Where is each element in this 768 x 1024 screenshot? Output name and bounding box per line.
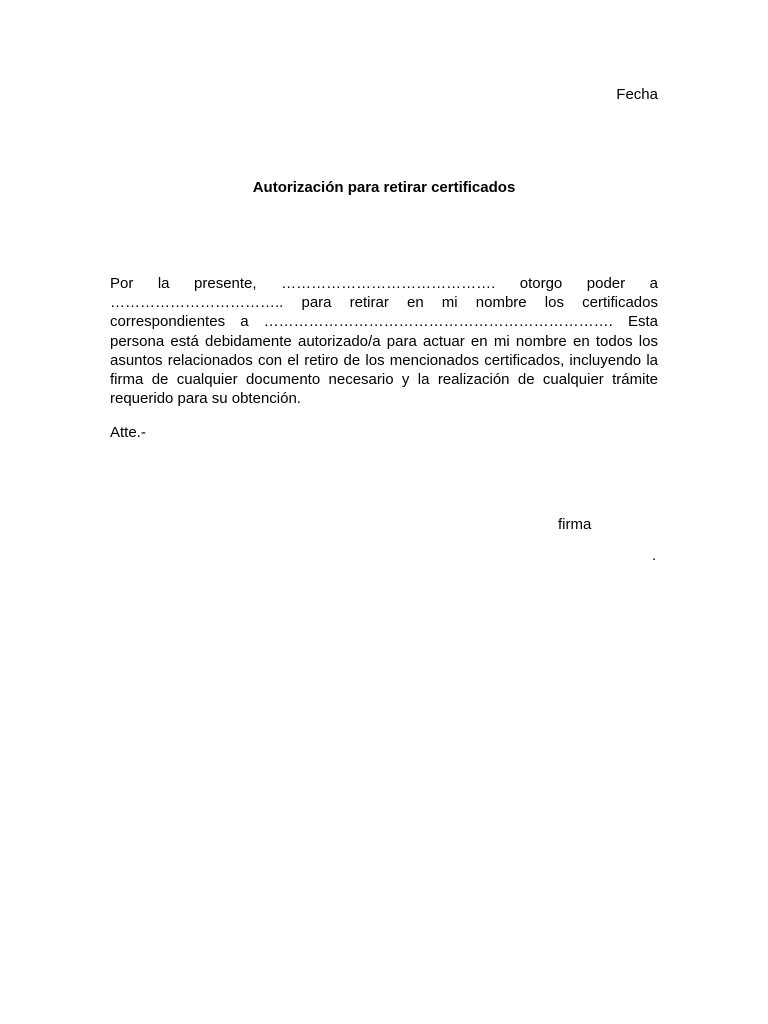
signature-label: firma	[558, 516, 592, 533]
document-title: Autorización para retirar certificados	[252, 179, 516, 196]
trailing-mark: .	[652, 547, 657, 564]
date-label: Fecha	[616, 86, 658, 103]
authorization-paragraph: Por la presente, ……………………………………. otorgo poder a …………………………….. para retirar en mi nombre los certificados correspondientes a ……………………………………………………………. Esta persona está debidamente autorizado/a para actuar en mi nombre en todos los asuntos relacionados con el retiro de los mencionados certificados, incluyendo la firma de cualquier documento necesario y la realización de cualquier trámite requerido para su obtención.	[110, 275, 658, 408]
closing-text: Atte.-	[110, 424, 146, 441]
